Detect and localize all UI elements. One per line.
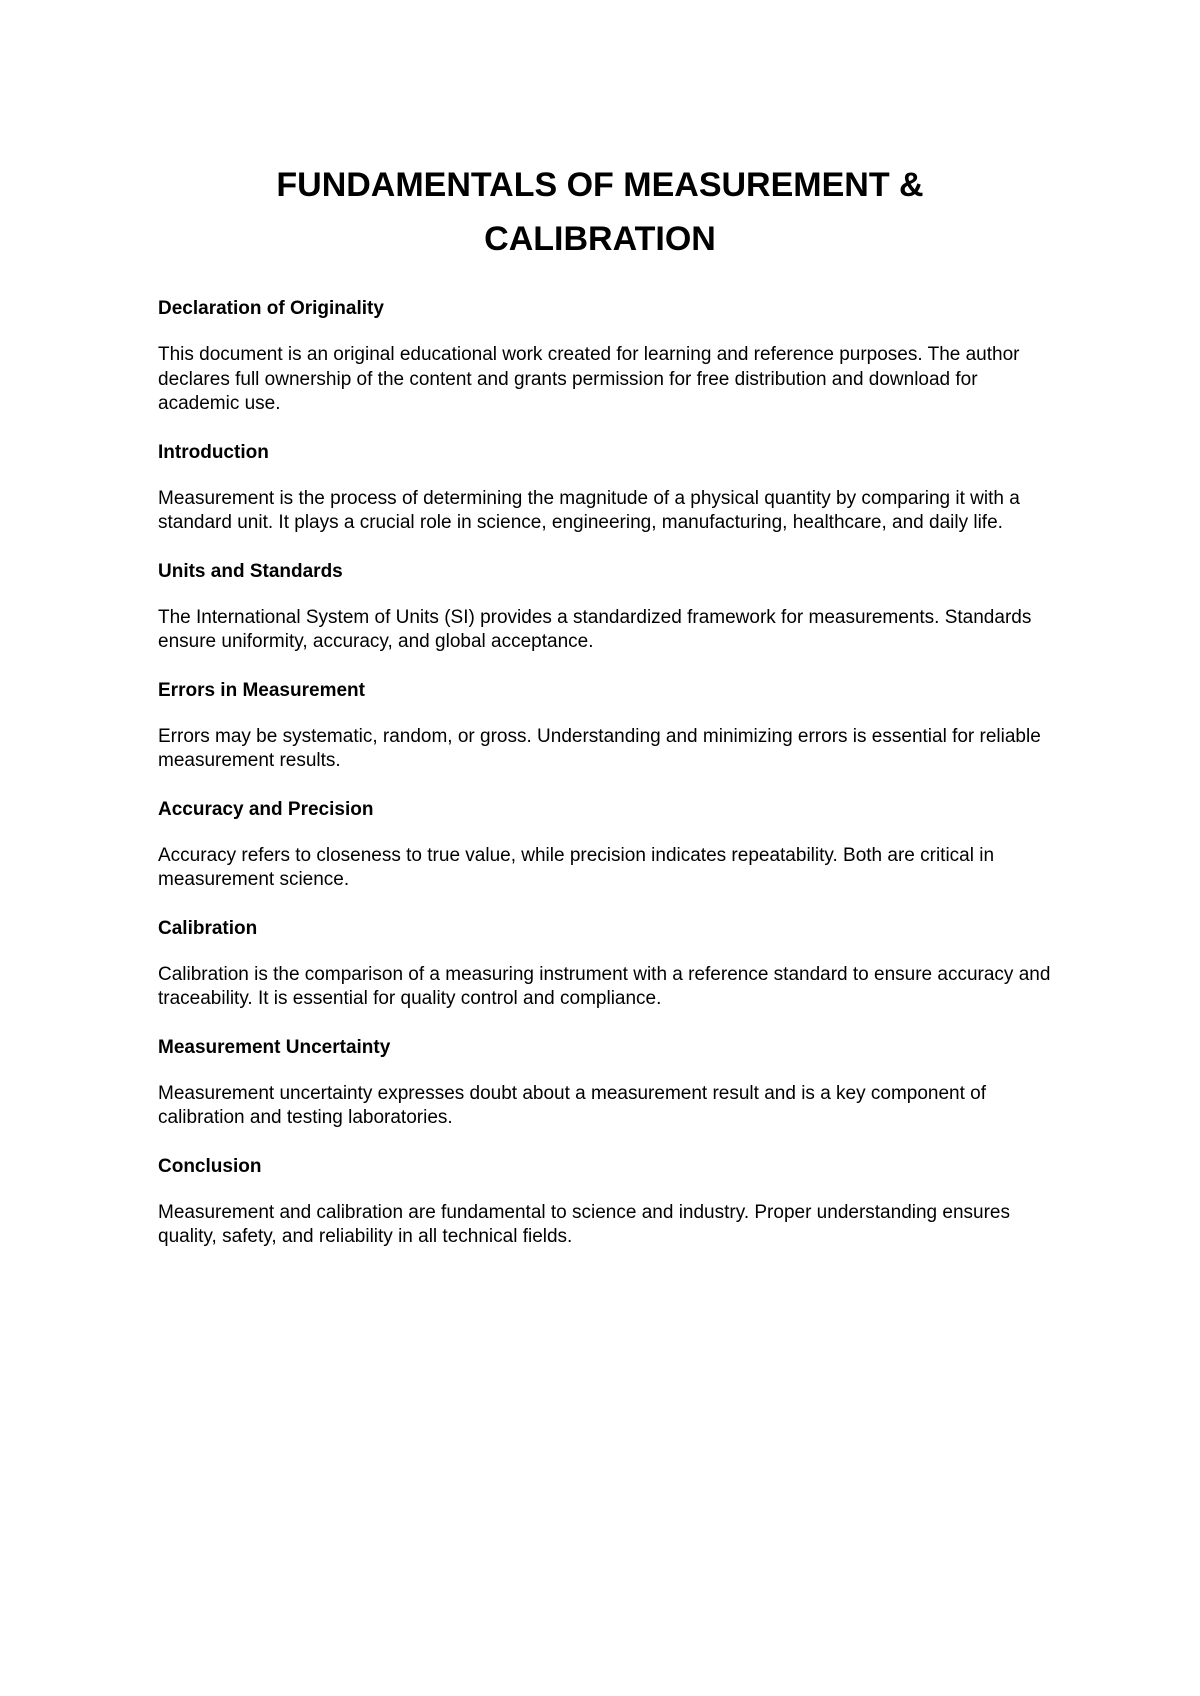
section-paragraph: Measurement and calibration are fundamental to science and industry. Proper understanding ensures quality, safety, and reliability in all technical fields. bbox=[158, 1201, 1010, 1247]
document-title: FUNDAMENTALS OF MEASUREMENT & CALIBRATION bbox=[276, 166, 924, 258]
section-paragraph: Errors may be systematic, random, or gross. Understanding and minimizing errors is essential for reliable measurement results. bbox=[158, 725, 1041, 771]
document-content bbox=[158, 296, 1063, 1273]
section-heading: Introduction bbox=[158, 441, 269, 463]
section-introduction bbox=[158, 440, 1063, 536]
section-units-and-standards bbox=[158, 559, 1063, 655]
section-paragraph: Calibration is the comparison of a measuring instrument with a reference standard to ensure accuracy and traceability. It is essential for quality control and compliance. bbox=[158, 963, 1051, 1009]
section-paragraph: Measurement is the process of determining the magnitude of a physical quantity by comparing it with a standard unit. It plays a crucial role in science, engineering, manufacturing, healthcare, and daily life. bbox=[158, 487, 1020, 533]
section-accuracy-and-precision bbox=[158, 797, 1063, 893]
section-paragraph: Accuracy refers to closeness to true value, while precision indicates repeatability. Both are critical in measurement science. bbox=[158, 844, 995, 890]
section-heading: Accuracy and Precision bbox=[158, 798, 374, 820]
section-errors-in-measurement bbox=[158, 678, 1063, 774]
section-paragraph: The International System of Units (SI) provides a standardized framework for measurements. Standards ensure uniformity, accuracy, and global acceptance. bbox=[158, 606, 1032, 652]
section-heading: Units and Standards bbox=[158, 560, 343, 582]
section-paragraph: This document is an original educational work created for learning and reference purposes. The author declares full ownership of the content and grants permission for free distribution and download for academic use. bbox=[158, 344, 1020, 414]
section-heading: Conclusion bbox=[158, 1155, 262, 1177]
section-conclusion bbox=[158, 1154, 1063, 1250]
section-heading: Measurement Uncertainty bbox=[158, 1036, 391, 1058]
section-calibration bbox=[158, 916, 1063, 1012]
section-heading: Calibration bbox=[158, 917, 258, 939]
section-heading: Declaration of Originality bbox=[158, 298, 384, 319]
section-measurement-uncertainty bbox=[158, 1035, 1063, 1131]
section-declaration-of-originality bbox=[158, 296, 1063, 417]
section-heading: Errors in Measurement bbox=[158, 679, 365, 701]
section-paragraph: Measurement uncertainty expresses doubt about a measurement result and is a key component of calibration and testing laboratories. bbox=[158, 1082, 987, 1128]
